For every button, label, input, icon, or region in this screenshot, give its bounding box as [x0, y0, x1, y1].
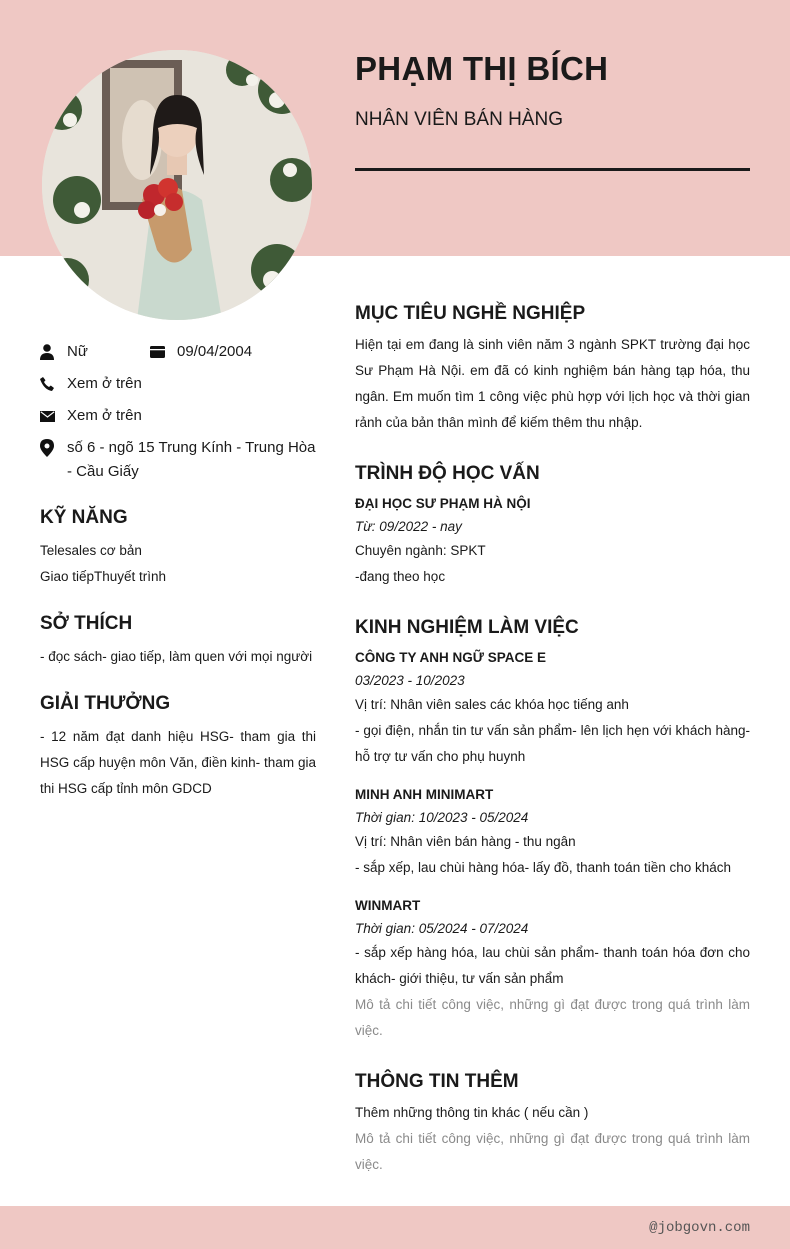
education-heading: TRÌNH ĐỘ HỌC VẤN — [355, 463, 540, 484]
job-position: Vị trí: Nhân viên bán hàng - thu ngân — [355, 834, 576, 849]
right-column — [355, 302, 750, 1204]
calendar-icon — [150, 340, 177, 364]
school-name: ĐẠI HỌC SƯ PHẠM HÀ NỘI — [355, 496, 531, 511]
experience-section — [355, 616, 750, 1044]
objective-text: Hiện tại em đang là sinh viên năm 3 ngành SPKT trường đại học Sư Phạm Hà Nội. em đã có kinh nghiệm bán hàng tạp hóa, thu ngân. Em muốn tìm 1 công việc phù hợp với lịch học và thời gian rảnh của bản thân mình để kiếm thêm thu nhập. — [355, 337, 750, 430]
job-description: - sắp xếp hàng hóa, lau chùi sản phẩm- thanh toán hóa đơn cho khách- giới thiệu, tư vấn sản phẩm — [355, 945, 750, 986]
extra-section — [355, 1070, 750, 1178]
phone-row — [40, 372, 316, 396]
extra-placeholder-text: Mô tả chi tiết công việc, những gì đạt được trong quá trình làm việc. — [355, 1131, 750, 1172]
job-placeholder-text: Mô tả chi tiết công việc, những gì đạt được trong quá trình làm việc. — [355, 997, 750, 1038]
hobbies-heading: SỞ THÍCH — [40, 613, 133, 634]
skill-item: Telesales cơ bản — [40, 543, 142, 558]
education-period: Từ: 09/2022 - nay — [355, 519, 462, 534]
company-name: WINMART — [355, 898, 421, 913]
candidate-name: PHẠM THỊ BÍCH — [355, 50, 609, 87]
address-row — [40, 436, 316, 484]
birthdate-item — [150, 340, 260, 364]
phone-value: Xem ở trên — [67, 375, 142, 392]
experience-heading: KINH NGHIỆM LÀM VIỆC — [355, 617, 579, 638]
phone-icon — [40, 372, 67, 396]
job-period: 03/2023 - 10/2023 — [355, 673, 465, 688]
skills-heading: KỸ NĂNG — [40, 507, 128, 528]
gender-value: Nữ — [67, 343, 88, 360]
extra-heading: THÔNG TIN THÊM — [355, 1071, 519, 1092]
email-icon — [40, 404, 67, 428]
education-note: -đang theo học — [355, 569, 446, 584]
skill-item: Giao tiếpThuyết trình — [40, 569, 167, 584]
education-section — [355, 462, 750, 590]
objective-heading: MỤC TIÊU NGHỀ NGHIỆP — [355, 303, 586, 324]
job-description: - sắp xếp, lau chùi hàng hóa- lấy đồ, thanh toán tiền cho khách — [355, 860, 732, 875]
job-period: Thời gian: 05/2024 - 07/2024 — [355, 921, 529, 936]
extra-text: Thêm những thông tin khác ( nếu cần ) — [355, 1105, 589, 1120]
awards-heading: GIẢI THƯỞNG — [40, 693, 171, 714]
left-column — [40, 340, 316, 802]
gender-birthdate-row — [40, 340, 316, 364]
job-description: - gọi điện, nhắn tin tư vấn sản phẩm- lên lịch hẹn với khách hàng- hỗ trợ tư vấn cho phụ huynh — [355, 723, 750, 764]
experience-entry — [355, 646, 750, 770]
job-title: NHÂN VIÊN BÁN HÀNG — [355, 109, 563, 130]
company-name: MINH ANH MINIMART — [355, 787, 494, 802]
job-period: Thời gian: 10/2023 - 05/2024 — [355, 810, 529, 825]
objective-section — [355, 302, 750, 436]
awards-text: - 12 năm đạt danh hiệu HSG- tham gia thi HSG cấp huyện môn Văn, điền kinh- tham gia thi HSG cấp tỉnh môn GDCD — [40, 729, 316, 796]
job-position: Vị trí: Nhân viên sales các khóa học tiếng anh — [355, 697, 629, 712]
birthdate-value: 09/04/2004 — [177, 343, 253, 360]
person-icon — [40, 340, 67, 364]
education-major: Chuyên ngành: SPKT — [355, 543, 486, 558]
address-value: số 6 - ngõ 15 Trung Kính - Trung Hòa - Cầu Giấy — [67, 439, 316, 480]
title-divider — [355, 168, 750, 171]
footer-brand: @jobgovn.com — [649, 1220, 750, 1236]
hobbies-text: - đọc sách- giao tiếp, làm quen với mọi người — [40, 649, 313, 664]
email-value: Xem ở trên — [67, 407, 142, 424]
location-icon — [40, 436, 67, 460]
email-row — [40, 404, 316, 428]
gender-item — [40, 340, 150, 364]
experience-entry — [355, 894, 750, 1044]
profile-photo — [42, 50, 312, 320]
company-name: CÔNG TY ANH NGỮ SPACE E — [355, 650, 546, 665]
experience-entry — [355, 783, 750, 881]
